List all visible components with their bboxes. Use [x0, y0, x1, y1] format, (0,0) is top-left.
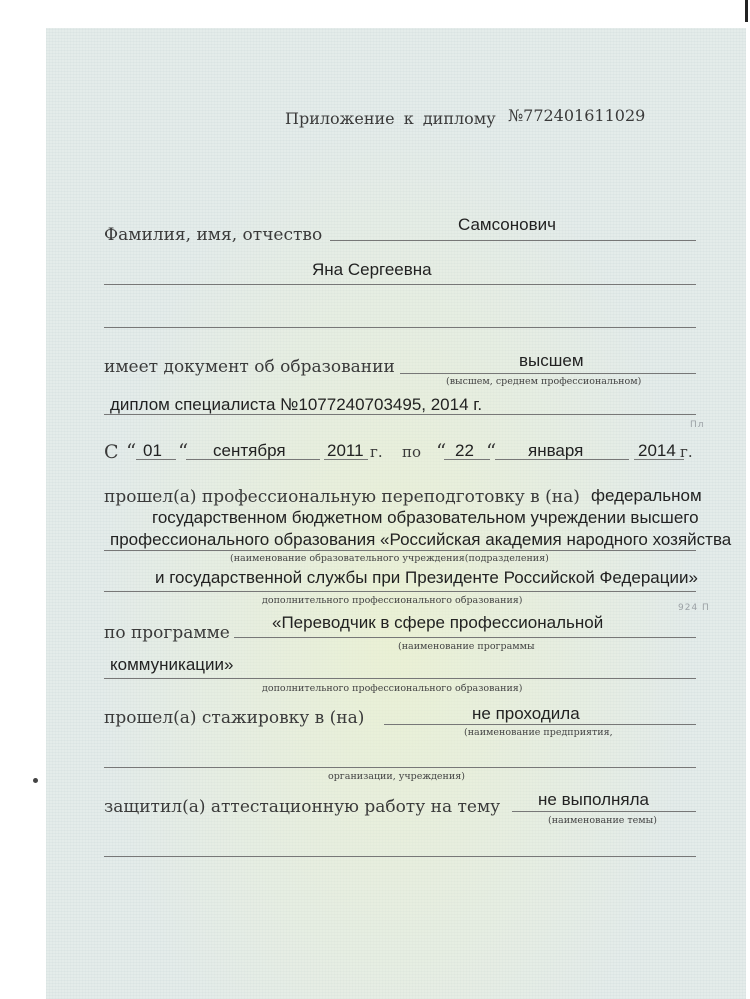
program-label: по программе — [104, 623, 230, 643]
rule — [330, 240, 696, 241]
margin-mark-1: Пл — [690, 420, 705, 430]
header-title: Приложение к диплому — [285, 109, 496, 128]
rule — [104, 550, 696, 551]
thesis-value: не выполняла — [538, 790, 649, 809]
period-to-year: 2014 — [638, 441, 676, 460]
rule — [384, 724, 696, 725]
margin-mark-2: 924 П — [678, 603, 710, 613]
quote-open: “ — [126, 439, 137, 463]
given-name-value: Яна Сергеевна — [312, 260, 432, 279]
program-additional-caption: дополнительного профессионального образования) — [262, 683, 523, 694]
internship-caption-2: организации, учреждения) — [328, 771, 465, 782]
program-line-1: «Переводчик в сфере профессиональной — [272, 613, 604, 632]
program-caption: (наименование программы — [398, 641, 535, 652]
retraining-institution-line-4: и государственной службы при Президенте Российской Федерации» — [155, 568, 698, 587]
scan-dot — [33, 778, 38, 783]
period-to-year-suffix: г. — [680, 443, 693, 461]
thesis-caption: (наименование темы) — [548, 815, 657, 826]
rule — [104, 591, 696, 592]
program-line-2: коммуникации» — [110, 655, 234, 674]
diploma-number: №772401611029 — [508, 106, 646, 125]
period-from-month: сентября — [213, 441, 286, 460]
retraining-label: прошел(а) профессиональную переподготовку в (на) — [104, 487, 580, 507]
quote-close: “ — [178, 439, 189, 463]
period-to-prefix: по — [402, 443, 422, 461]
rule — [104, 284, 696, 285]
period-to-day: 22 — [455, 441, 474, 460]
additional-education-caption: дополнительного профессионального образования) — [262, 595, 523, 606]
internship-label: прошел(а) стажировку в (на) — [104, 708, 365, 728]
thesis-label: защитил(а) аттестационную работу на тему — [104, 797, 501, 817]
education-level-value: высшем — [519, 351, 584, 370]
surname-value: Самсонович — [458, 215, 556, 234]
rule — [104, 327, 696, 328]
rule — [400, 373, 696, 374]
rule — [512, 811, 696, 812]
full-name-label: Фамилия, имя, отчество — [104, 225, 323, 245]
internship-value: не проходила — [472, 704, 580, 723]
education-document-value: диплом специалиста №1077240703495, 2014 г. — [110, 395, 483, 414]
internship-caption-1: (наименование предприятия, — [464, 727, 613, 738]
period-from-day: 01 — [143, 441, 162, 460]
institution-caption: (наименование образовательного учреждения(подразделения) — [230, 553, 549, 564]
retraining-institution-line-2: государственном бюджетном образовательном учреждении высшего — [152, 508, 699, 527]
quote-close-2: “ — [486, 439, 497, 463]
period-from-year: 2011 — [327, 441, 364, 460]
scan-edge-mark — [745, 0, 748, 22]
retraining-institution-line-3: профессионального образования «Российская академия народного хозяйства — [110, 530, 732, 549]
education-level-caption: (высшем, среднем профессиональном) — [446, 376, 642, 387]
rule — [104, 678, 696, 679]
education-label: имеет документ об образовании — [104, 357, 395, 377]
retraining-institution-line-1: федеральном — [591, 486, 702, 505]
rule — [104, 767, 696, 768]
period-from-prefix: С — [104, 441, 119, 463]
period-from-year-suffix: г. — [370, 443, 383, 461]
period-to-month: января — [528, 441, 584, 460]
quote-open-2: “ — [436, 439, 447, 463]
rule — [104, 856, 696, 857]
rule — [234, 637, 696, 638]
